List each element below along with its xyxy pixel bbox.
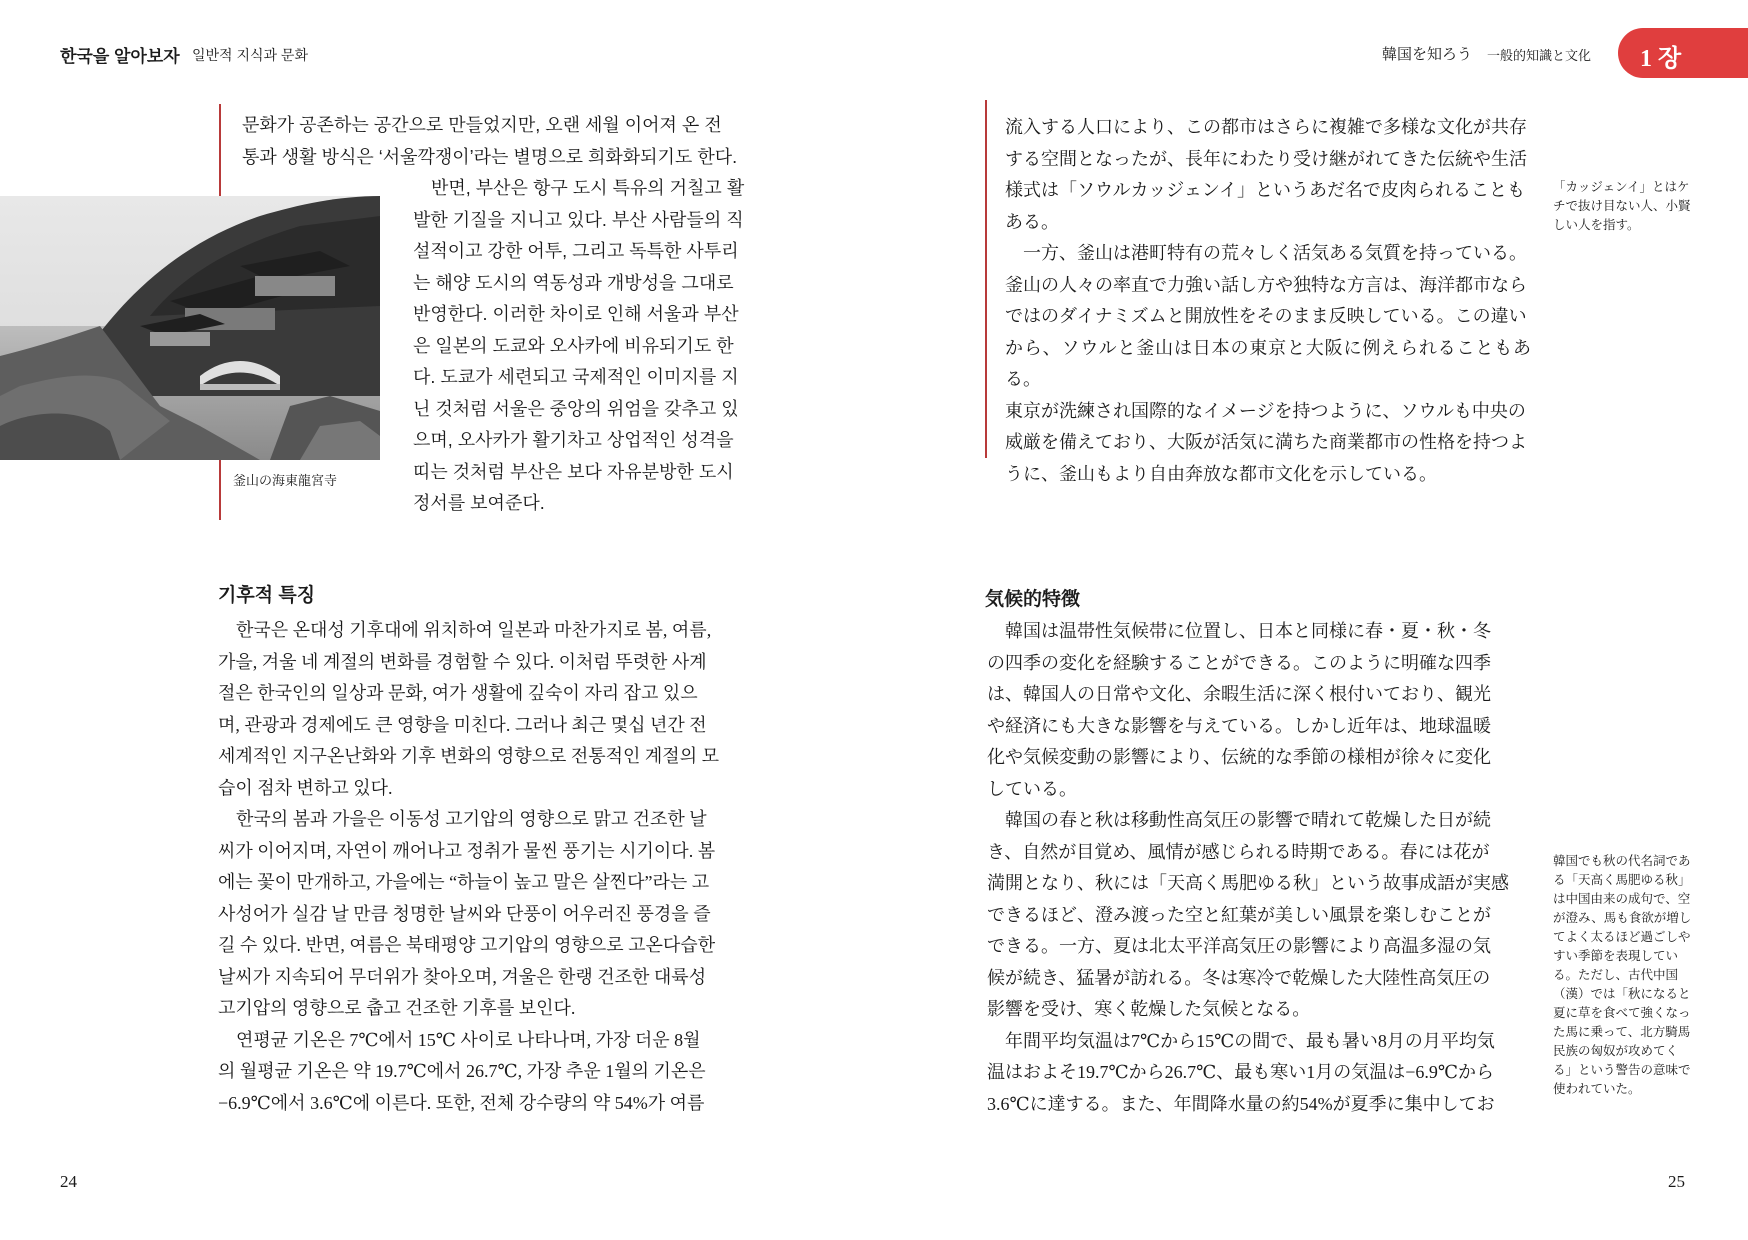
text-line: 一方、釜山は港町特有の荒々しく活気ある気質を持っている。 [1023,243,1527,263]
text-line: 발한 기질을 지니고 있다. 부산 사람들의 직 [413,209,744,230]
text-line: 닌 것처럼 서울은 중앙의 위엄을 갖추고 있 [413,398,739,419]
text-line: 연평균 기온은 7℃에서 15℃ 사이로 나타나며, 가장 더운 8월 [236,1029,701,1050]
text-line: 의 월평균 기온은 약 19.7℃에서 26.7℃, 가장 추운 1월의 기온은 [218,1061,706,1081]
left-climate-block [218,615,762,1119]
text-line: −6.9℃에서 3.6℃에 이른다. 또한, 전체 강수량의 약 54%가 여름 [218,1092,705,1113]
text-line: 문화가 공존하는 공간으로 만들었지만, 오랜 세월 이어져 온 전 [242,115,722,135]
text-line: 습이 점차 변하고 있다. [218,777,393,798]
text-line: 影響を受け、寒く乾燥した気候となる。 [987,999,1311,1019]
right-rule [985,100,987,458]
chapter-tab [1618,28,1748,78]
text-line: 고기압의 영향으로 춥고 건조한 기후를 보인다. [218,998,576,1018]
text-line: 東京が洗練され国際的なイメージを持つように、ソウルも中央の [1005,400,1526,421]
text-line: 날씨가 지속되어 무더위가 찾아오며, 겨울은 한랭 건조한 대륙성 [218,966,707,987]
text-line: 流入する人口により、この都市はさらに複雑で多様な文化が共存 [1005,117,1527,137]
text-line: 세계적인 지구온난화와 기후 변화의 영향으로 전통적인 계절의 모 [218,746,719,766]
text-line: 候が続き、猛暑が訪れる。冬は寒冷で乾燥した大陸性高気圧の [987,967,1491,988]
text-line: できる。一方、夏は北太平洋高気圧の影響により高温多湿の気 [987,936,1491,956]
text-line: 威厳を備えており、大阪が活気に満ちた商業都市の性格を持つよ [1005,432,1527,452]
text-line: ある。 [1005,211,1059,232]
text-line: している。 [987,778,1077,799]
running-head-left-subtitle: 일반적 지식과 문화 [192,47,308,63]
temple-photo-image [0,196,380,460]
text-line: 통과 생활 방식은 ‘서울깍쟁이’라는 별명으로 희화화되기도 한다. [242,146,738,167]
text-line: 韓国は温帯性気候帯に位置し、日本と同様に春・夏・秋・冬 [1005,621,1491,641]
right-intro-block [1005,112,1531,490]
text-line: の四季の変化を経験することができる。このように明確な四季 [987,652,1491,673]
text-line: 길 수 있다. 반면, 여름은 북태평양 고기압의 영향으로 고온다습한 [218,935,716,955]
sidenote-kaccheng: 「カッジェンイ」とはケチで抜け目ない人、小賢しい人を指す。 [1553,180,1691,232]
temple-photo [0,196,380,460]
text-line: 절은 한국인의 일상과 문화, 여가 생활에 깊숙이 자리 잡고 있으 [218,683,698,703]
text-line: 띠는 것처럼 부산은 보다 자유분방한 도시 [413,461,734,482]
running-head-right-title: 韓国を知ろう [1382,46,1473,63]
text-line: 다. 도쿄가 세련되고 국제적인 이미지를 지 [413,367,739,387]
text-line: 반영한다. 이러한 차이로 인해 서울과 부산 [413,304,739,324]
section-title-left: 기후적 특징 [218,585,316,606]
text-line: から、ソウルと釜山は日本の東京と大阪に例えられることもある。 [1005,337,1531,389]
text-line: や経済にも大きな影響を与えている。しかし近年は、地球温暖 [987,715,1491,736]
text-line: 温はおよそ19.7℃から26.7℃、最も寒い1月の気温は−6.9℃から [987,1062,1495,1082]
page-number-right: 25 [1668,1172,1685,1191]
text-line: 반면, 부산은 항구 도시 특유의 거칠고 활 [431,178,745,198]
text-line: 様式は「ソウルカッジェンイ」というあだ名で皮肉られることも [1005,180,1526,200]
text-line: 한국은 온대성 기후대에 위치하여 일본과 마찬가지로 봄, 여름, [236,620,712,640]
text-line: 며, 관광과 경제에도 큰 영향을 미친다. 그러나 최근 몇십 년간 전 [218,714,707,735]
chapter-number: 1 장 [1640,46,1682,72]
text-line: する空間となったが、長年にわたり受け継がれてきた伝統や生活 [1005,148,1527,169]
text-line: 으며, 오사카가 활기차고 상업적인 성격을 [413,430,734,450]
text-line: 은 일본의 도쿄와 오사카에 비유되기도 한 [413,335,734,356]
photo-caption: 釜山の海東龍宮寺 [233,473,338,488]
text-line: 한국의 봄과 가을은 이동성 고기압의 영향으로 맑고 건조한 날 [236,809,707,829]
text-line: うに、釜山もより自由奔放な都市文化を示している。 [1005,463,1437,484]
left-intro-block [242,110,762,173]
running-head-left-title: 한국을 알아보자 [60,47,180,66]
text-line: 가을, 겨울 네 계절의 변화를 경험할 수 있다. 이처럼 뚜렷한 사계 [218,651,707,672]
text-line: できるほど、澄み渡った空と紅葉が美しい風景を楽しむことが [987,904,1491,925]
text-line: 설적이고 강한 어투, 그리고 독특한 사투리 [413,241,739,261]
text-line: 満開となり、秋には「天高く馬肥ゆる秋」という故事成語が実感 [987,873,1509,893]
text-line: 韓国の春と秋は移動性高気圧の影響で晴れて乾燥した日が続 [1005,810,1491,830]
text-line: 3.6℃に達する。また、年間降水量の約54%が夏季に集中してお [987,1093,1495,1114]
section-title-right: 気候的特徴 [985,589,1081,610]
text-line: 化や気候変動の影響により、伝統的な季節の様相が徐々に変化 [987,747,1491,767]
page-number-left: 24 [60,1172,77,1191]
text-line: 年間平均気温は7℃から15℃の間で、最も暑い8月の月平均気 [1005,1030,1495,1051]
text-line: 사성어가 실감 날 만큼 청명한 날씨와 단풍이 어우러진 풍경을 즐 [218,903,711,924]
right-climate-block [987,616,1531,1120]
running-head-right-subtitle: 一般的知識と文化 [1487,48,1592,63]
text-line: 는 해양 도시의 역동성과 개방성을 그대로 [413,272,734,293]
text-line: 씨가 이어지며, 자연이 깨어나고 정취가 물씬 풍기는 시기이다. 봄 [218,840,716,861]
text-line: 정서를 보여준다. [413,493,545,513]
text-line: ではのダイナミズムと開放性をそのまま反映している。この違い [1005,306,1527,326]
text-line: は、韓国人の日常や文化、余暇生活に深く根付いており、観光 [987,684,1491,704]
left-busan-block [413,173,762,520]
text-line: 釜山の人々の率直で力強い話し方や独特な方言は、海洋都市なら [1005,274,1527,295]
text-line: 에는 꽃이 만개하고, 가을에는 “하늘이 높고 말은 살찐다”라는 고 [218,872,710,892]
sidenote-autumn: 韓国でも秋の代名詞である「天高く馬肥ゆる秋」は中国由来の成句で、空が澄み、馬も食欲が増してよく太るほど過ごしやすい季節を表現している。ただし、古代中国（漢）では「秋になると夏に草を食べて強くなった馬に乗って、北方騎馬民族の匈奴が攻めてくる」という警告の意味で使われていた。 [1553,854,1692,1096]
text-line: き、自然が目覚め、風情が感じられる時期である。春には花が [987,841,1490,862]
